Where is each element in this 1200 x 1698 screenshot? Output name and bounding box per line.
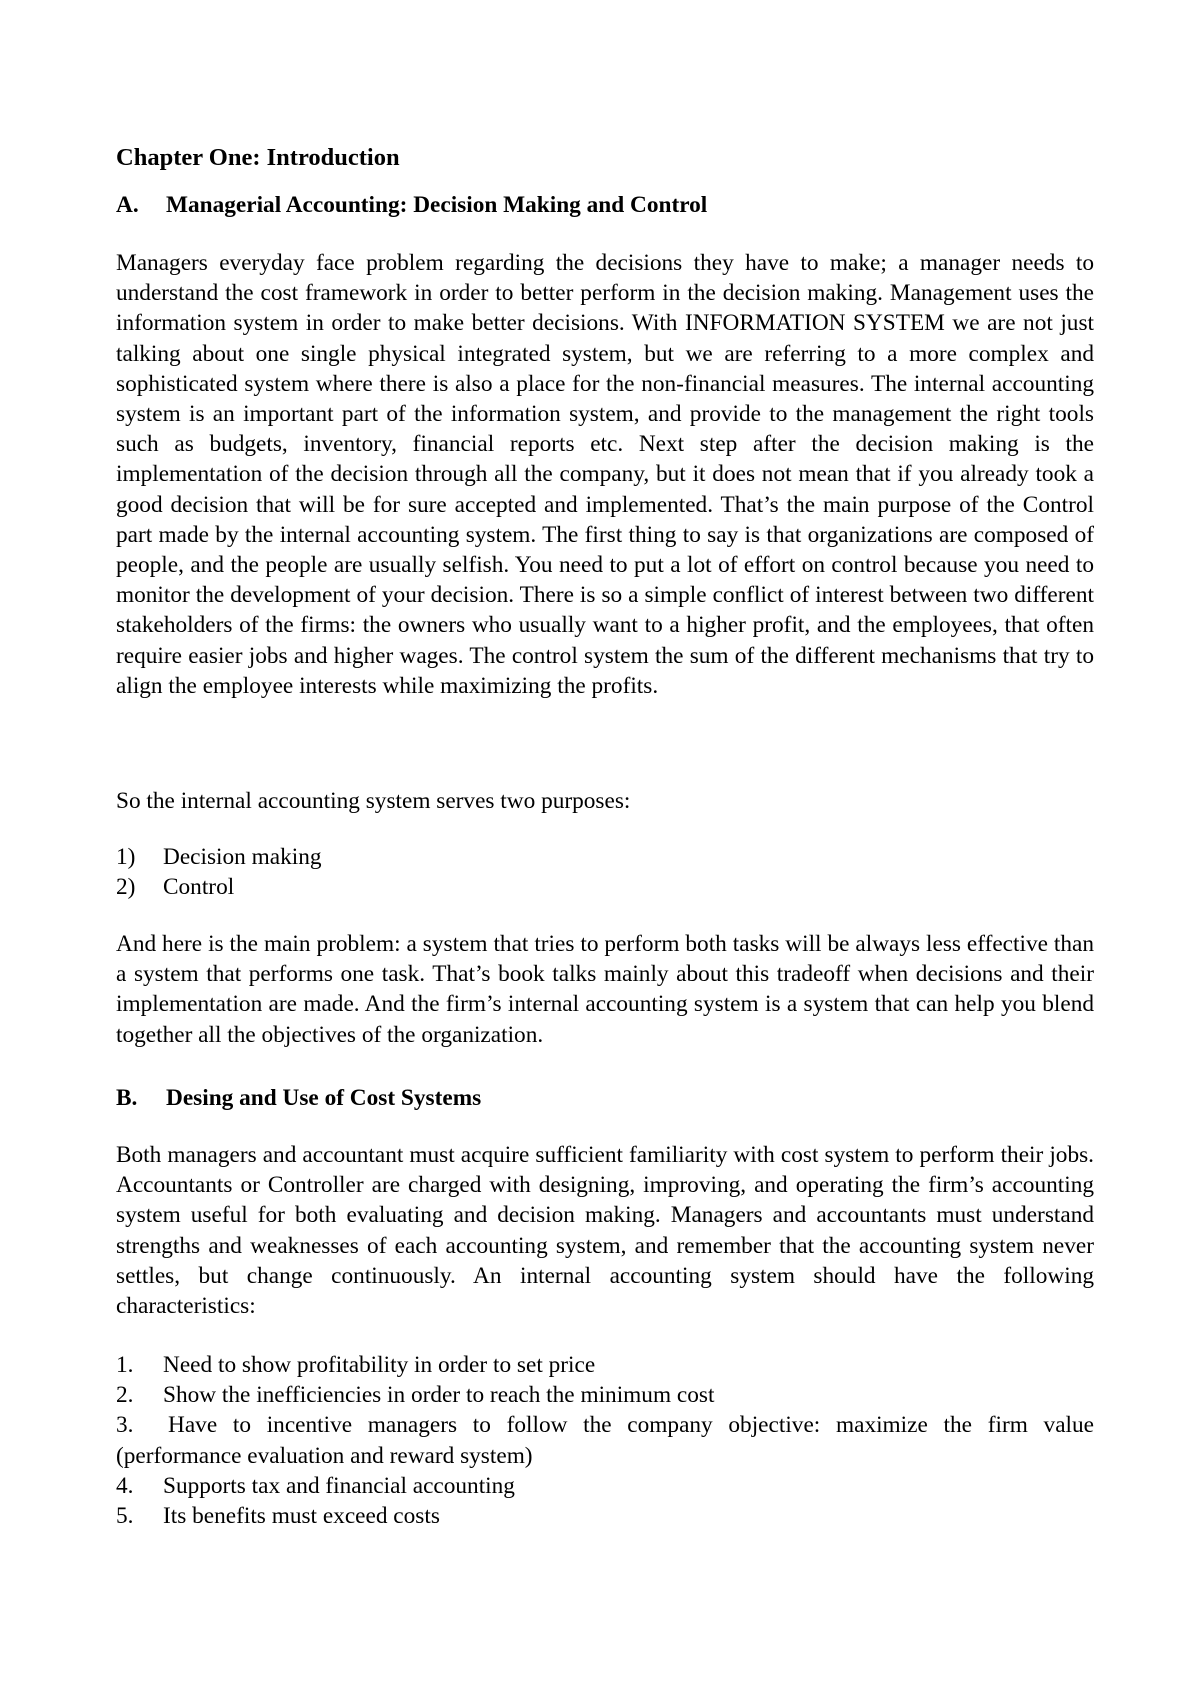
purposes-intro: So the internal accounting system serves two purposes: — [116, 788, 631, 814]
section-b-number: B. — [116, 1085, 138, 1111]
purposes-list — [116, 842, 1094, 902]
list-item — [116, 1471, 1094, 1501]
list-item-number: 1. — [116, 1352, 134, 1378]
section-b-paragraph: Both managers and accountant must acquire sufficient familiarity with cost system to perform their jobs. Accountants or Controller are charged with designing, improving, and operating the firm’s accounting system useful for both evaluating and decision making. Managers and accountants must understand strengths and weaknesses of each accounting system, and remember that the accounting system never settles, but change continuously. An internal accounting system should have the following characteristics: — [116, 1142, 1094, 1320]
list-item-text: Supports tax and financial accounting — [163, 1472, 515, 1499]
list-item-text: Its benefits must exceed costs — [163, 1503, 440, 1530]
section-b-heading — [116, 1083, 481, 1113]
characteristics-list — [116, 1350, 1094, 1531]
section-a-closing: And here is the main problem: a system that tries to perform both tasks will be always less effective than a system that performs one task. That’s book talks mainly about this tradeoff when decisions and their implementation are made. And the firm’s internal accounting system is a system that can help you blend together all the objectives of the organization. — [116, 931, 1094, 1048]
section-b-title: Desing and Use of Cost Systems — [166, 1085, 482, 1111]
list-item — [116, 842, 1094, 872]
list-item-text: Decision making — [163, 844, 322, 870]
list-item — [116, 1410, 1094, 1470]
list-item-text: Need to show profitability in order to set price — [163, 1352, 596, 1378]
section-a-paragraph: Managers everyday face problem regarding the decisions they have to make; a manager needs to understand the cost framework in order to better perform in the decision making. Management uses the information system in order to make better decisions. With INFORMATION SYSTEM we are not just talking about one single physical integrated system, but we are referring to a more complex and sophisticated system where there is also a place for the non-financial measures. The internal accounting system is an important part of the information system, and provide to the management the right tools such as budgets, inventory, financial reports etc. Next step after the decision making is the implementation of the decision through all the company, but it does not mean that if you already took a good decision that will be for sure accepted and implemented. That’s the main purpose of the Control part made by the internal accounting system. The first thing to say is that organizations are composed of people, and the people are usually selfish. You need to put a lot of effort on control because you need to monitor the development of your decision. There is so a simple conflict of interest between two different stakeholders of the firms: the owners who usually want to a higher profit, and the employees, that often require easier jobs and higher wages. The control system the sum of the different mechanisms that try to align the employee interests while maximizing the profits. — [116, 250, 1094, 699]
list-item — [116, 1380, 1094, 1410]
list-item-number: 2. — [116, 1382, 134, 1409]
list-item-text: Have to incentive managers to follow the company objective: maximize the firm value (performance evaluation and reward system) — [116, 1412, 1094, 1469]
section-a-title: Managerial Accounting: Decision Making and Control — [166, 192, 708, 218]
list-item-number: 4. — [116, 1472, 134, 1499]
chapter-title: Chapter One: Introduction — [116, 144, 400, 171]
list-item — [116, 1350, 1094, 1380]
list-item-number: 3. — [116, 1412, 134, 1439]
section-a-number: A. — [116, 192, 139, 218]
list-item-number: 1) — [116, 844, 136, 870]
section-a-heading — [116, 190, 707, 220]
document-page — [116, 0, 1094, 1698]
list-item-text: Control — [163, 874, 235, 901]
list-item-number: 5. — [116, 1503, 134, 1530]
list-item-number: 2) — [116, 874, 136, 901]
list-item — [116, 872, 1094, 902]
list-item-text: Show the inefficiencies in order to reach the minimum cost — [163, 1382, 715, 1409]
list-item — [116, 1501, 1094, 1531]
